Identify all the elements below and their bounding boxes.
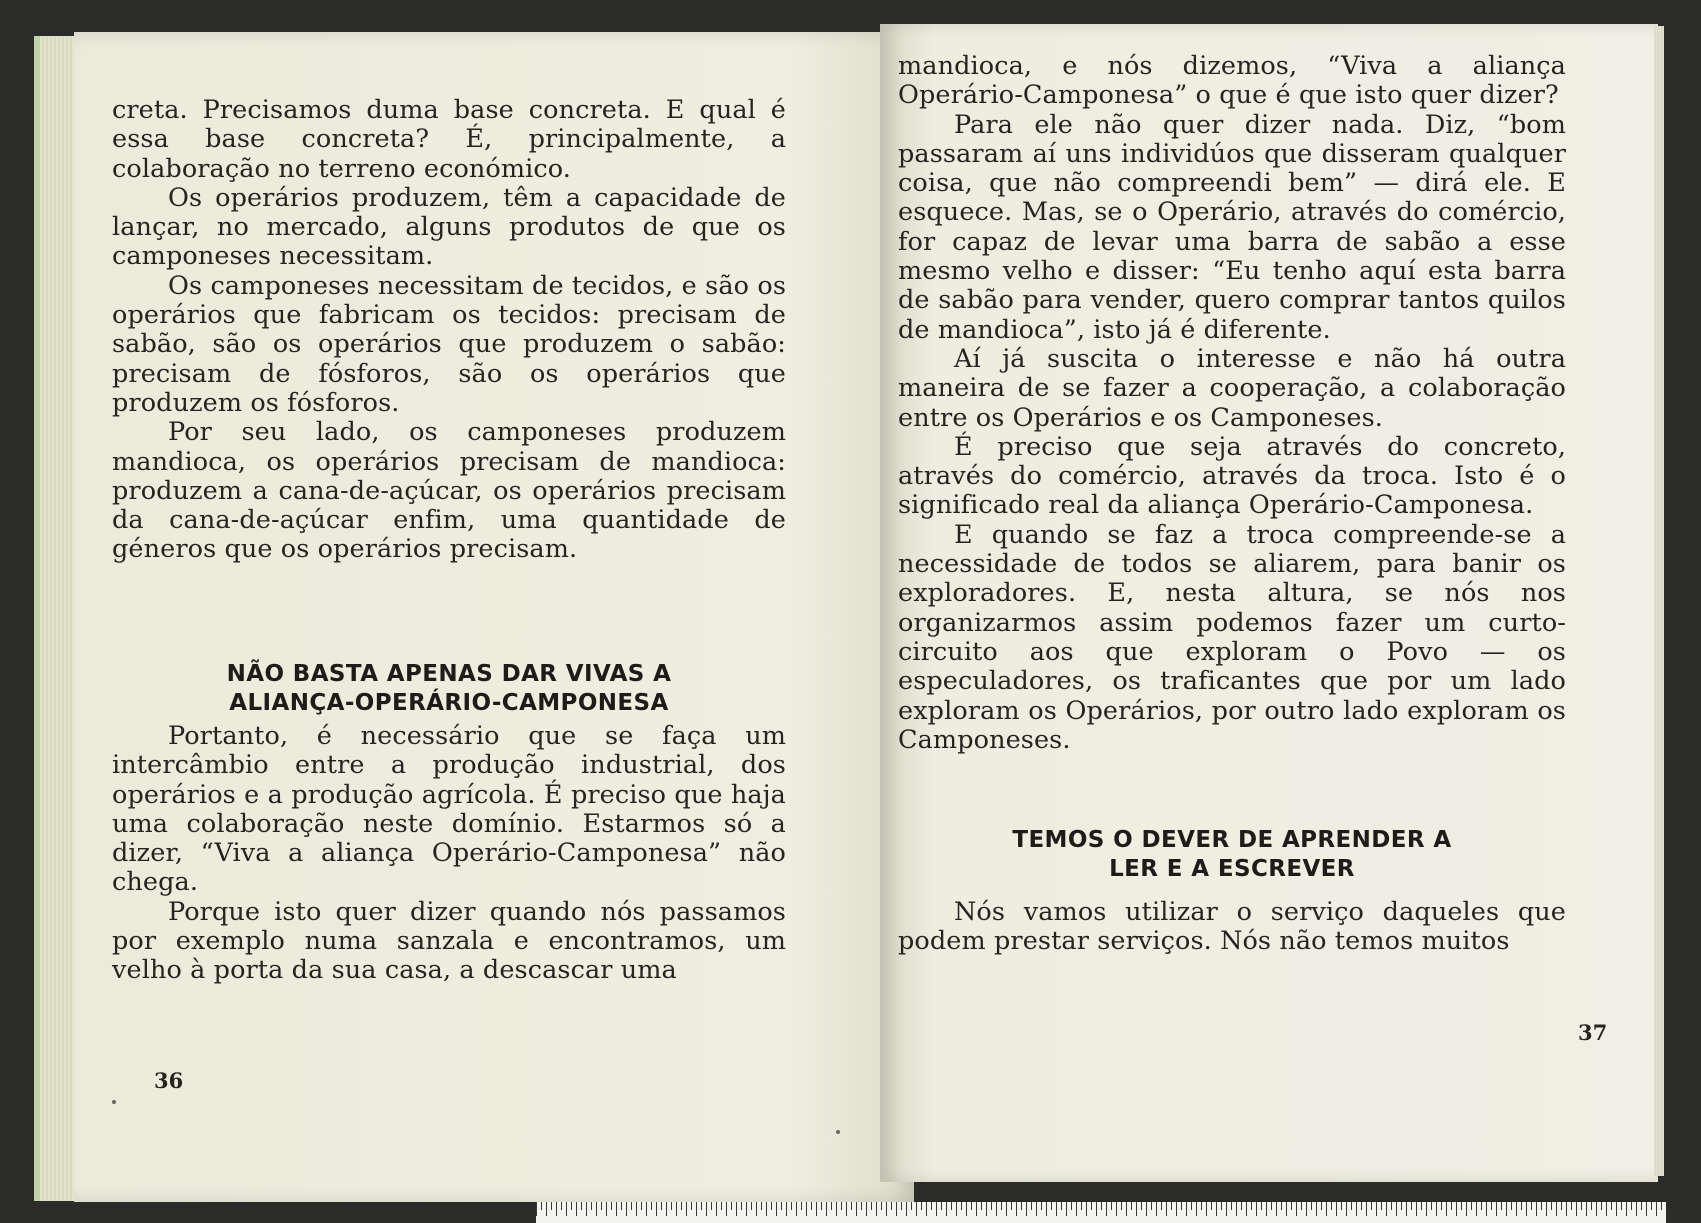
- left-page-body-top: [112, 96, 786, 565]
- paragraph: Para ele não quer dizer nada. Diz, “bom passaram aí uns individúos que disseram qualquer coisa, que não compreendi bem” — dirá ele. E esquece. Mas, se o Operário, através do comércio, for capaz de levar uma barra de sabão a esse mesmo velho e disser: “Eu tenho aquí esta barra de sabão para vender, quero comprar tantos quilos de mandioca”, isto já é diferente.: [898, 109, 1566, 345]
- speck-mark: [112, 1100, 116, 1104]
- right-heading-line-1: TEMOS O DEVER DE APRENDER A: [1012, 827, 1452, 853]
- scale-ruler: [536, 1202, 1666, 1223]
- speck-mark: [836, 1130, 840, 1134]
- left-heading-line-2: ALIANÇA-OPERÁRIO-CAMPONESA: [229, 690, 669, 716]
- ruler-ticks: [536, 1202, 1666, 1223]
- paragraph: Portanto, é necessário que se faça um intercâmbio entre a produção industrial, dos operários e a produção agrícola. É preciso que haja uma colaboração neste domínio. Estarmos só a dizer, “Viva a aliança Operário-Camponesa” não chega.: [112, 721, 786, 898]
- paragraph: É preciso que seja através do concreto, através do comércio, através da troca. Isto é o significado real da aliança Operário-Camponesa.: [898, 431, 1566, 521]
- paragraph: Nós vamos utilizar o serviço daqueles que podem prestar serviços. Nós não temos muitos: [898, 897, 1566, 957]
- paragraph: Os camponeses necessitam de tecidos, e são os operários que fabricam os tecidos: precisam de sabão, são os operários que produzem o sabão: precisam de fósforos, são os operários que produzem os fósforos.: [112, 270, 786, 418]
- left-page-heading: [112, 660, 786, 718]
- paragraph: Porque isto quer dizer quando nós passamos por exemplo numa sanzala e encontramos, um velho à porta da sua casa, a descascar uma: [112, 896, 786, 986]
- page-number-right: 37: [1578, 1020, 1608, 1045]
- right-page-body-bottom: [898, 898, 1566, 957]
- right-page-body-top: [898, 52, 1566, 755]
- right-heading-line-2: LER E A ESCREVER: [1109, 856, 1355, 882]
- paragraph: E quando se faz a troca compreende-se a necessidade de todos se aliarem, para banir os exploradores. E, nesta altura, se nós nos organizarmos assim podemos fazer um curto-circuito aos que exploram o Povo — os especuladores, os traficantes que por um lado exploram os Operários, por outro lado exploram os Camponeses.: [898, 519, 1566, 755]
- left-heading-line-1: NÃO BASTA APENAS DAR VIVAS A: [226, 661, 672, 687]
- paragraph: Por seu lado, os camponeses produzem mandioca, os operários precisam de mandioca: produzem a cana-de-açúcar, os operários precisam da cana-de-açúcar enfim, uma quantidade de géneros que os operários precisam.: [112, 417, 786, 565]
- left-page-body-bottom: [112, 722, 786, 986]
- paragraph: Aí já suscita o interesse e não há outra maneira de se fazer a cooperação, a colaboração entre os Operários e os Camponeses.: [898, 343, 1566, 433]
- right-page-heading: [898, 826, 1566, 884]
- paragraph: creta. Precisamos duma base concreta. E qual é essa base concreta? É, principalmente, a colaboração no terreno económico.: [112, 95, 786, 184]
- paragraph: Os operários produzem, têm a capacidade de lançar, no mercado, alguns produtos de que os camponeses necessitam.: [112, 182, 786, 272]
- page-edges-right: [1654, 26, 1664, 1176]
- page-number-left: 36: [154, 1068, 184, 1093]
- paragraph: mandioca, e nós dizemos, “Viva a aliança Operário-Camponesa” o que é que isto quer dizer?: [898, 51, 1566, 111]
